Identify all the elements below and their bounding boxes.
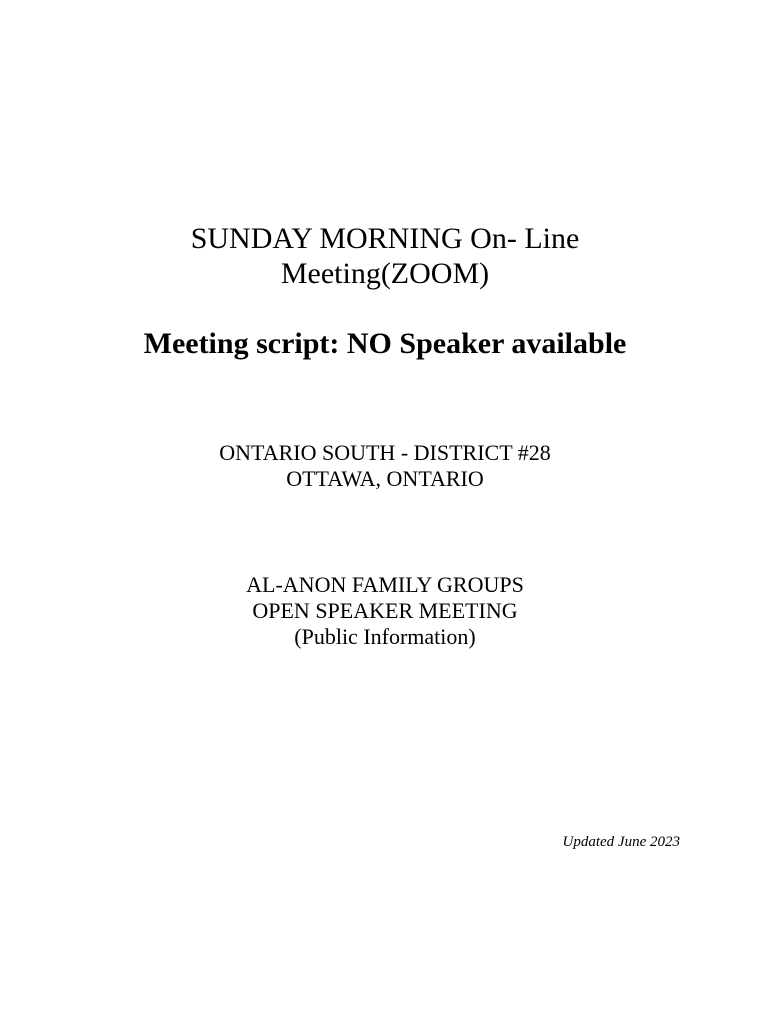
- title-line-1: SUNDAY MORNING On- Line: [190, 222, 580, 255]
- group-line-1: AL-ANON FAMILY GROUPS: [246, 572, 524, 597]
- group-line-2: OPEN SPEAKER MEETING: [252, 598, 518, 623]
- group-block: [0, 572, 770, 650]
- district-line-1: ONTARIO SOUTH - DISTRICT #28: [219, 440, 551, 465]
- updated-date: Updated June 2023: [562, 834, 680, 850]
- title-line-2: Meeting(ZOOM): [280, 257, 490, 290]
- group-line-3: (Public Information): [294, 624, 476, 649]
- document-subtitle: Meeting script: NO Speaker available: [143, 327, 627, 360]
- district-line-2: OTTAWA, ONTARIO: [286, 466, 484, 491]
- district-block: [0, 440, 770, 492]
- document-title: [0, 221, 770, 291]
